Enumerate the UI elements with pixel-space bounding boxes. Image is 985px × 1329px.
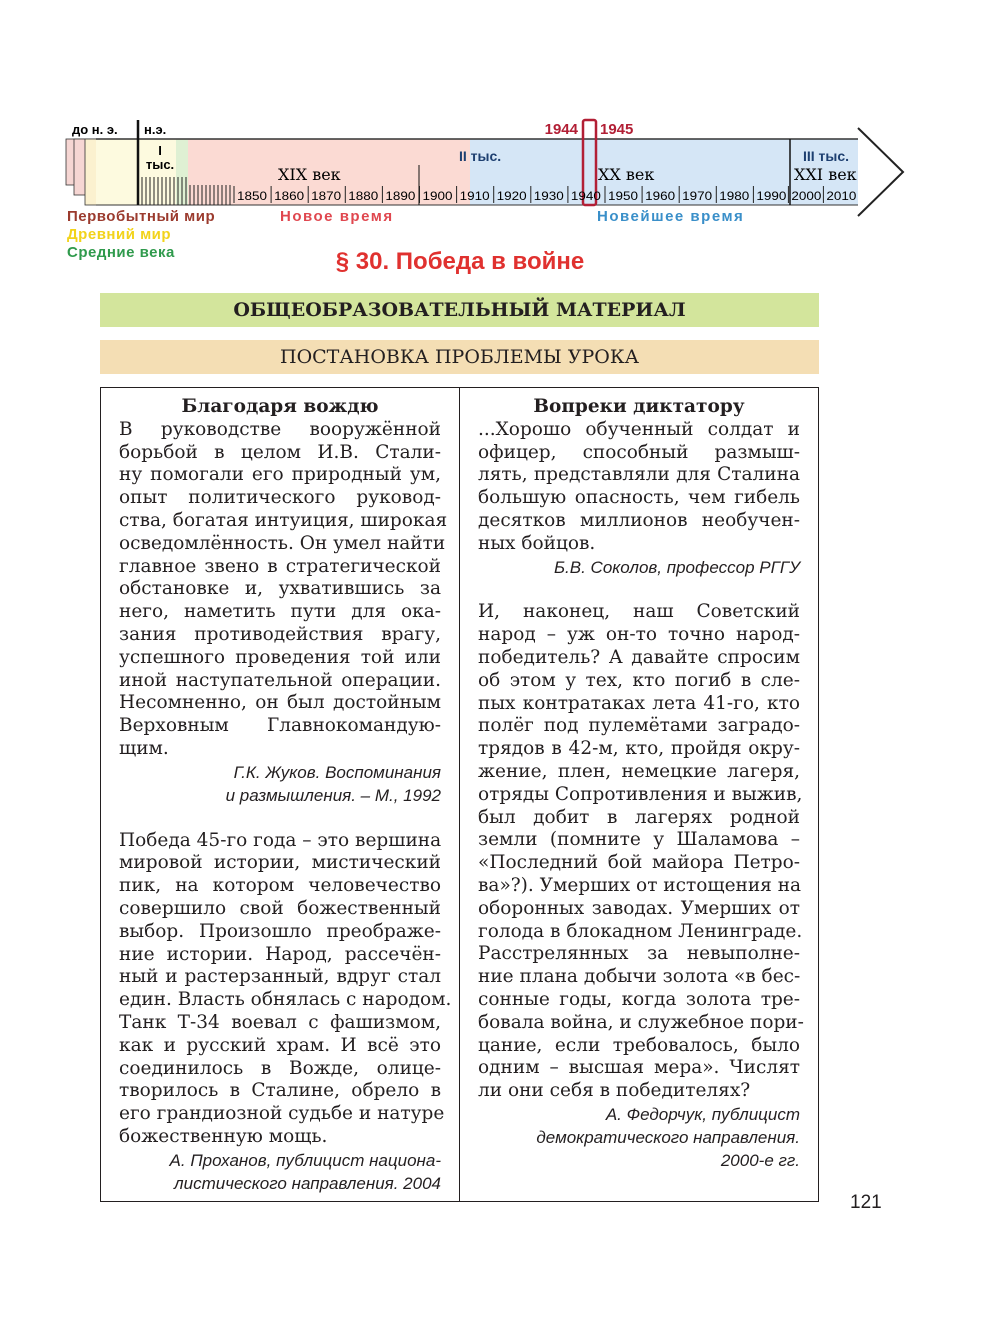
decade-label: 1970 <box>682 189 713 203</box>
text-line: бовала война, и служебное пори- <box>478 1011 804 1033</box>
era-middle-ages: Средние века <box>67 244 175 261</box>
era-contemporary: Новейшее время <box>597 208 745 225</box>
text-line: Победа 45-го года – это вершина <box>119 829 442 851</box>
section-bar: ОБЩЕОБРАЗОВАТЕЛЬНЫЙ МАТЕРИАЛ <box>100 293 819 327</box>
text-line: Расстрелянных за невыполне- <box>478 943 800 965</box>
text-line: сонные годы, когда золота тре- <box>478 988 800 1010</box>
century-20-label: XX век <box>598 165 655 184</box>
page-title: § 30. Победа в войне <box>335 248 585 275</box>
first-millennium-unit: тыс. <box>145 157 175 172</box>
text-line: ных бойцов. <box>478 532 596 554</box>
text-line: об этом у тех, кто погиб в сле- <box>478 669 800 691</box>
text-line: пик, на котором человечество <box>119 875 441 897</box>
text-line: народ – уж он-то точно народ- <box>478 624 800 646</box>
text-line: божественную мощь. <box>119 1125 328 1147</box>
decade-label: 1860 <box>274 189 305 203</box>
third-millennium-label: III тыс. <box>803 148 850 164</box>
text-line: его грандиозной судьбе и натуре <box>119 1103 445 1125</box>
decade-label: 1880 <box>348 189 379 203</box>
timeline <box>0 0 985 240</box>
decade-labels <box>234 186 857 203</box>
text-line: полёг под пулемётами заградо- <box>478 715 800 737</box>
text-line: как и русский храм. И всё это <box>119 1034 441 1056</box>
decade-label: 2010 <box>826 189 857 203</box>
text-line: борьбой в целом И.В. Стали- <box>119 441 441 463</box>
text-line: Верховным Главнокомандую- <box>119 715 441 737</box>
text-line: творилось в Сталине, обрело в <box>119 1080 441 1102</box>
timeline-arrow-icon <box>858 128 903 216</box>
text-line: выбор. Произошло преображе- <box>119 920 441 942</box>
citation-line: А. Федорчук, публицист <box>605 1104 800 1124</box>
text-line: опыт политического руковод- <box>119 487 441 509</box>
decade-label: 1890 <box>385 189 416 203</box>
era-ancient: Древний мир <box>67 226 172 243</box>
citation-line: листического направления. 2004 <box>174 1173 441 1193</box>
text-line: голода в блокадном Ленинграде. <box>478 920 803 942</box>
text-line: был добит в лагерях родной <box>478 806 800 828</box>
text-line: него, наметить пути для ока- <box>119 601 441 623</box>
decade-label: 1920 <box>496 189 528 203</box>
text-line: жение, плен, немецкие лагеря, <box>478 760 800 782</box>
text-line: «Последний бой майора Петро- <box>478 852 800 874</box>
right-heading: Вопреки диктатору <box>533 396 745 417</box>
decade-label: 1910 <box>459 189 490 203</box>
left-quote-2 <box>119 829 452 1149</box>
text-line: ства, богатая интуиция, широкая <box>119 509 448 531</box>
text-line: мировой истории, мистический <box>119 852 441 874</box>
text-line: соединилось в Вожде, олице- <box>119 1057 441 1079</box>
text-line: ва»?). Умерших от истощения на <box>478 874 802 896</box>
text-line: оборонных заводах. Умерших от <box>478 897 800 919</box>
text-line: ну помогали его природный ум, <box>119 464 441 486</box>
decade-label: 1850 <box>237 189 268 203</box>
right-quote-2 <box>478 601 804 1103</box>
text-line: главное звено в стратегической <box>119 555 441 577</box>
decade-label: 1950 <box>608 189 639 203</box>
right-citation-2 <box>478 1103 800 1172</box>
column-divider <box>459 388 460 1201</box>
text-line: Танк Т-34 воевал с фашизмом, <box>119 1011 441 1033</box>
era-primitive: Первобытный мир <box>67 208 216 225</box>
problem-bar: ПОСТАНОВКА ПРОБЛЕМЫ УРОКА <box>100 340 819 374</box>
text-line: зания противодействия врагу, <box>119 623 441 645</box>
text-line: земли (помните у Шаламова – <box>478 829 800 851</box>
decade-label: 2000 <box>791 189 822 203</box>
citation-line: 2000-е гг. <box>720 1150 800 1170</box>
left-column <box>119 396 452 1195</box>
text-line: ...Хорошо обученный солдат и <box>478 418 800 440</box>
text-line: Несомненно, он был достойным <box>119 692 441 714</box>
text-line: большую опасность, чем гибель <box>478 487 800 509</box>
text-line: В руководстве вооружённой <box>119 418 441 440</box>
century-19-label: XIX век <box>278 165 341 184</box>
decade-label: 1940 <box>570 189 602 203</box>
left-quote-1 <box>119 418 448 761</box>
left-citation-2 <box>119 1149 441 1195</box>
right-quote-1 <box>478 419 800 556</box>
decade-label: 1870 <box>311 189 342 203</box>
marker-end-year: 1945 <box>600 121 634 138</box>
left-heading: Благодаря вождю <box>181 396 379 417</box>
bc-label: до н. э. <box>72 122 118 137</box>
text-line: ние истории. Народ, рассечён- <box>119 943 441 965</box>
decade-label: 1900 <box>422 189 453 203</box>
text-line: И, наконец, наш Советский <box>478 601 800 623</box>
citation-line: А. Проханов, публицист национа- <box>169 1150 441 1170</box>
text-line: ный и растерзанный, вдруг стал <box>119 966 441 988</box>
century-21-label: XXI век <box>794 165 857 184</box>
text-line: одним – высшая мера». Числят <box>478 1057 800 1079</box>
comparison-table <box>100 387 819 1202</box>
text-line: цание, если требовалось, было <box>478 1034 800 1056</box>
decade-label: 1960 <box>645 189 676 203</box>
first-millennium-label: I <box>158 143 162 158</box>
decade-label: 1930 <box>533 189 565 203</box>
text-line: осведомлённость. Он умел найти <box>119 532 446 554</box>
text-line: трядов в 42-м, кто, пройдя окру- <box>478 738 800 760</box>
citation-line: Б.В. Соколов, профессор РГГУ <box>553 557 800 577</box>
text-line: иной наступательной операции. <box>119 669 441 691</box>
second-millennium-label: II тыс. <box>459 148 502 164</box>
text-line: щим. <box>119 737 169 759</box>
text-line: един. Власть обнялась с народом. <box>119 989 452 1011</box>
text-line: десятков миллионов необучен- <box>478 509 800 531</box>
text-line: обстановке и, ухватившись за <box>119 578 441 600</box>
text-line: успешного проведения той или <box>119 646 441 668</box>
right-column <box>478 396 804 1172</box>
citation-line: демократического направления. <box>536 1127 800 1147</box>
right-citation-1 <box>478 556 800 579</box>
left-citation-1 <box>119 761 441 807</box>
text-line: победитель? А давайте спросим <box>478 646 800 668</box>
decade-label: 1990 <box>756 189 787 203</box>
citation-line: Г.К. Жуков. Воспоминания <box>233 762 441 782</box>
text-line: лять, представляли для Сталина <box>478 464 800 486</box>
era-modern: Новое время <box>280 208 394 225</box>
text-line: пых контратаках лета 41-го, кто <box>478 692 800 714</box>
decade-label: 1980 <box>719 189 750 203</box>
text-line: ние плана добычи золота «в бес- <box>478 966 801 988</box>
text-line: отряды Сопротивления и выжив, <box>478 783 803 805</box>
citation-line: и размышления. – М., 1992 <box>225 785 441 805</box>
text-line: совершило свой божественный <box>119 897 441 919</box>
page-number: 121 <box>850 1192 882 1213</box>
text-line: ли они себя в победителях? <box>478 1080 751 1102</box>
ad-label: н.э. <box>144 122 167 137</box>
text-line: офицер, способный размыш- <box>478 441 800 463</box>
marker-start-year: 1944 <box>544 121 578 138</box>
